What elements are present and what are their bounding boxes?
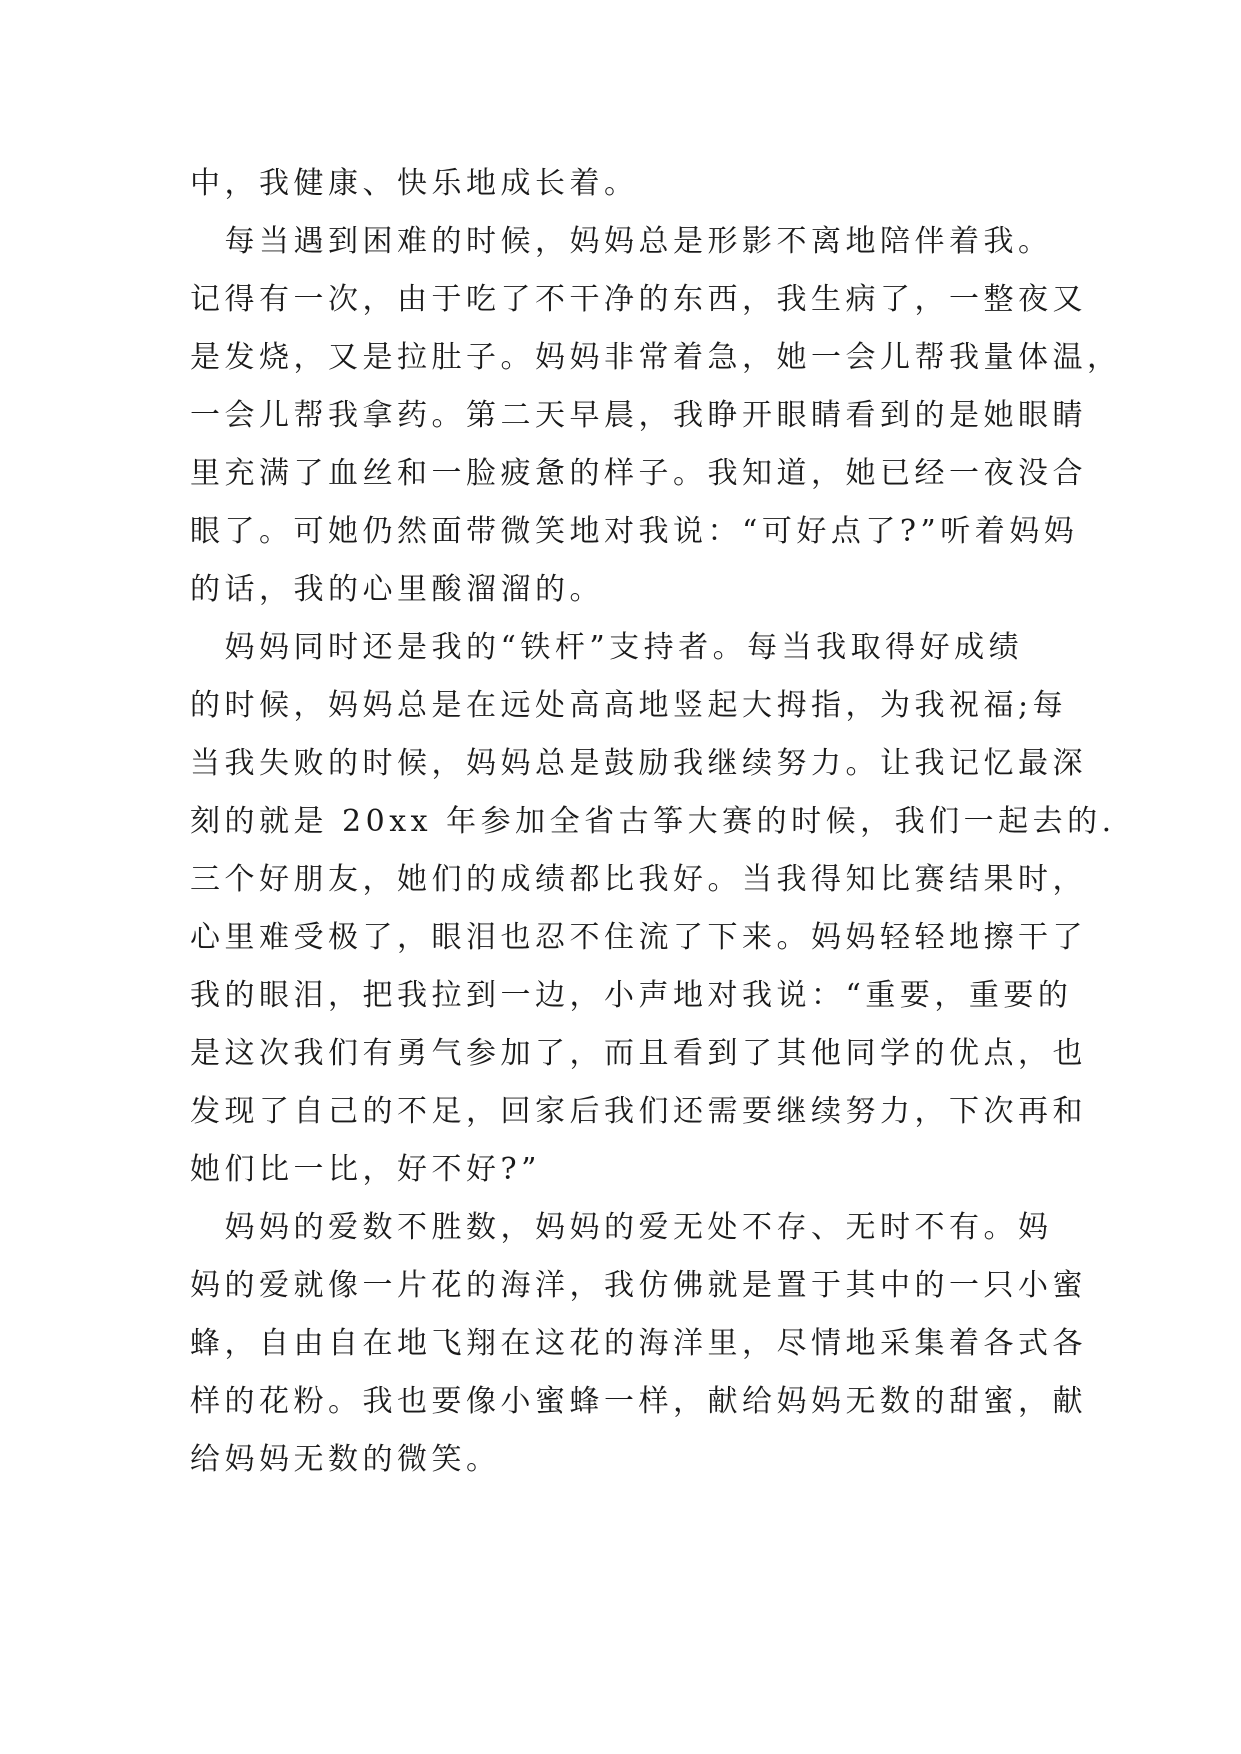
text-line: 蜂，自由自在地飞翔在这花的海洋里，尽情地采集着各式各 — [190, 1326, 1087, 1361]
text-line: 是发烧，又是拉肚子。妈妈非常着急，她一会儿帮我量体温， — [190, 340, 1122, 375]
text-line: 妈的爱就像一片花的海洋，我仿佛就是置于其中的一只小蜜 — [190, 1268, 1087, 1303]
text-line: 当我失败的时候，妈妈总是鼓励我继续努力。让我记忆最深 — [190, 746, 1087, 781]
text-line: 刻的就是 20xx 年参加全省古筝大赛的时候，我们一起去的. — [190, 804, 1116, 839]
text-line: 心里难受极了，眼泪也忍不住流了下来。妈妈轻轻地擦干了 — [190, 920, 1087, 955]
text-line: 的话，我的心里酸溜溜的。 — [190, 572, 604, 607]
document-body — [190, 155, 1122, 1489]
text-line: 每当遇到困难的时候，妈妈总是形影不离地陪伴着我。 — [190, 224, 1053, 259]
text-line: 她们比一比，好不好?” — [190, 1152, 541, 1187]
text-line: 记得有一次，由于吃了不干净的东西，我生病了，一整夜又 — [190, 282, 1087, 317]
text-line: 妈妈同时还是我的“铁杆”支持者。每当我取得好成绩 — [190, 630, 1024, 665]
text-line: 妈妈的爱数不胜数，妈妈的爱无处不存、无时不有。妈 — [190, 1210, 1053, 1245]
text-line: 是这次我们有勇气参加了，而且看到了其他同学的优点，也 — [190, 1036, 1087, 1071]
text-line: 眼了。可她仍然面带微笑地对我说：“可好点了?”听着妈妈 — [190, 514, 1079, 549]
text-line: 发现了自己的不足，回家后我们还需要继续努力，下次再和 — [190, 1094, 1087, 1129]
text-line: 一会儿帮我拿药。第二天早晨，我睁开眼睛看到的是她眼睛 — [190, 398, 1087, 433]
text-line: 样的花粉。我也要像小蜜蜂一样，献给妈妈无数的甜蜜，献 — [190, 1384, 1087, 1419]
text-line: 的时候，妈妈总是在远处高高地竖起大拇指，为我祝福;每 — [190, 688, 1068, 723]
text-line: 里充满了血丝和一脸疲惫的样子。我知道，她已经一夜没合 — [190, 456, 1087, 491]
text-line: 给妈妈无数的微笑。 — [190, 1442, 501, 1477]
text-line: 我的眼泪，把我拉到一边，小声地对我说：“重要，重要的 — [190, 978, 1073, 1013]
text-line: 三个好朋友，她们的成绩都比我好。当我得知比赛结果时， — [190, 862, 1087, 897]
text-line: 中，我健康、快乐地成长着。 — [190, 166, 639, 201]
